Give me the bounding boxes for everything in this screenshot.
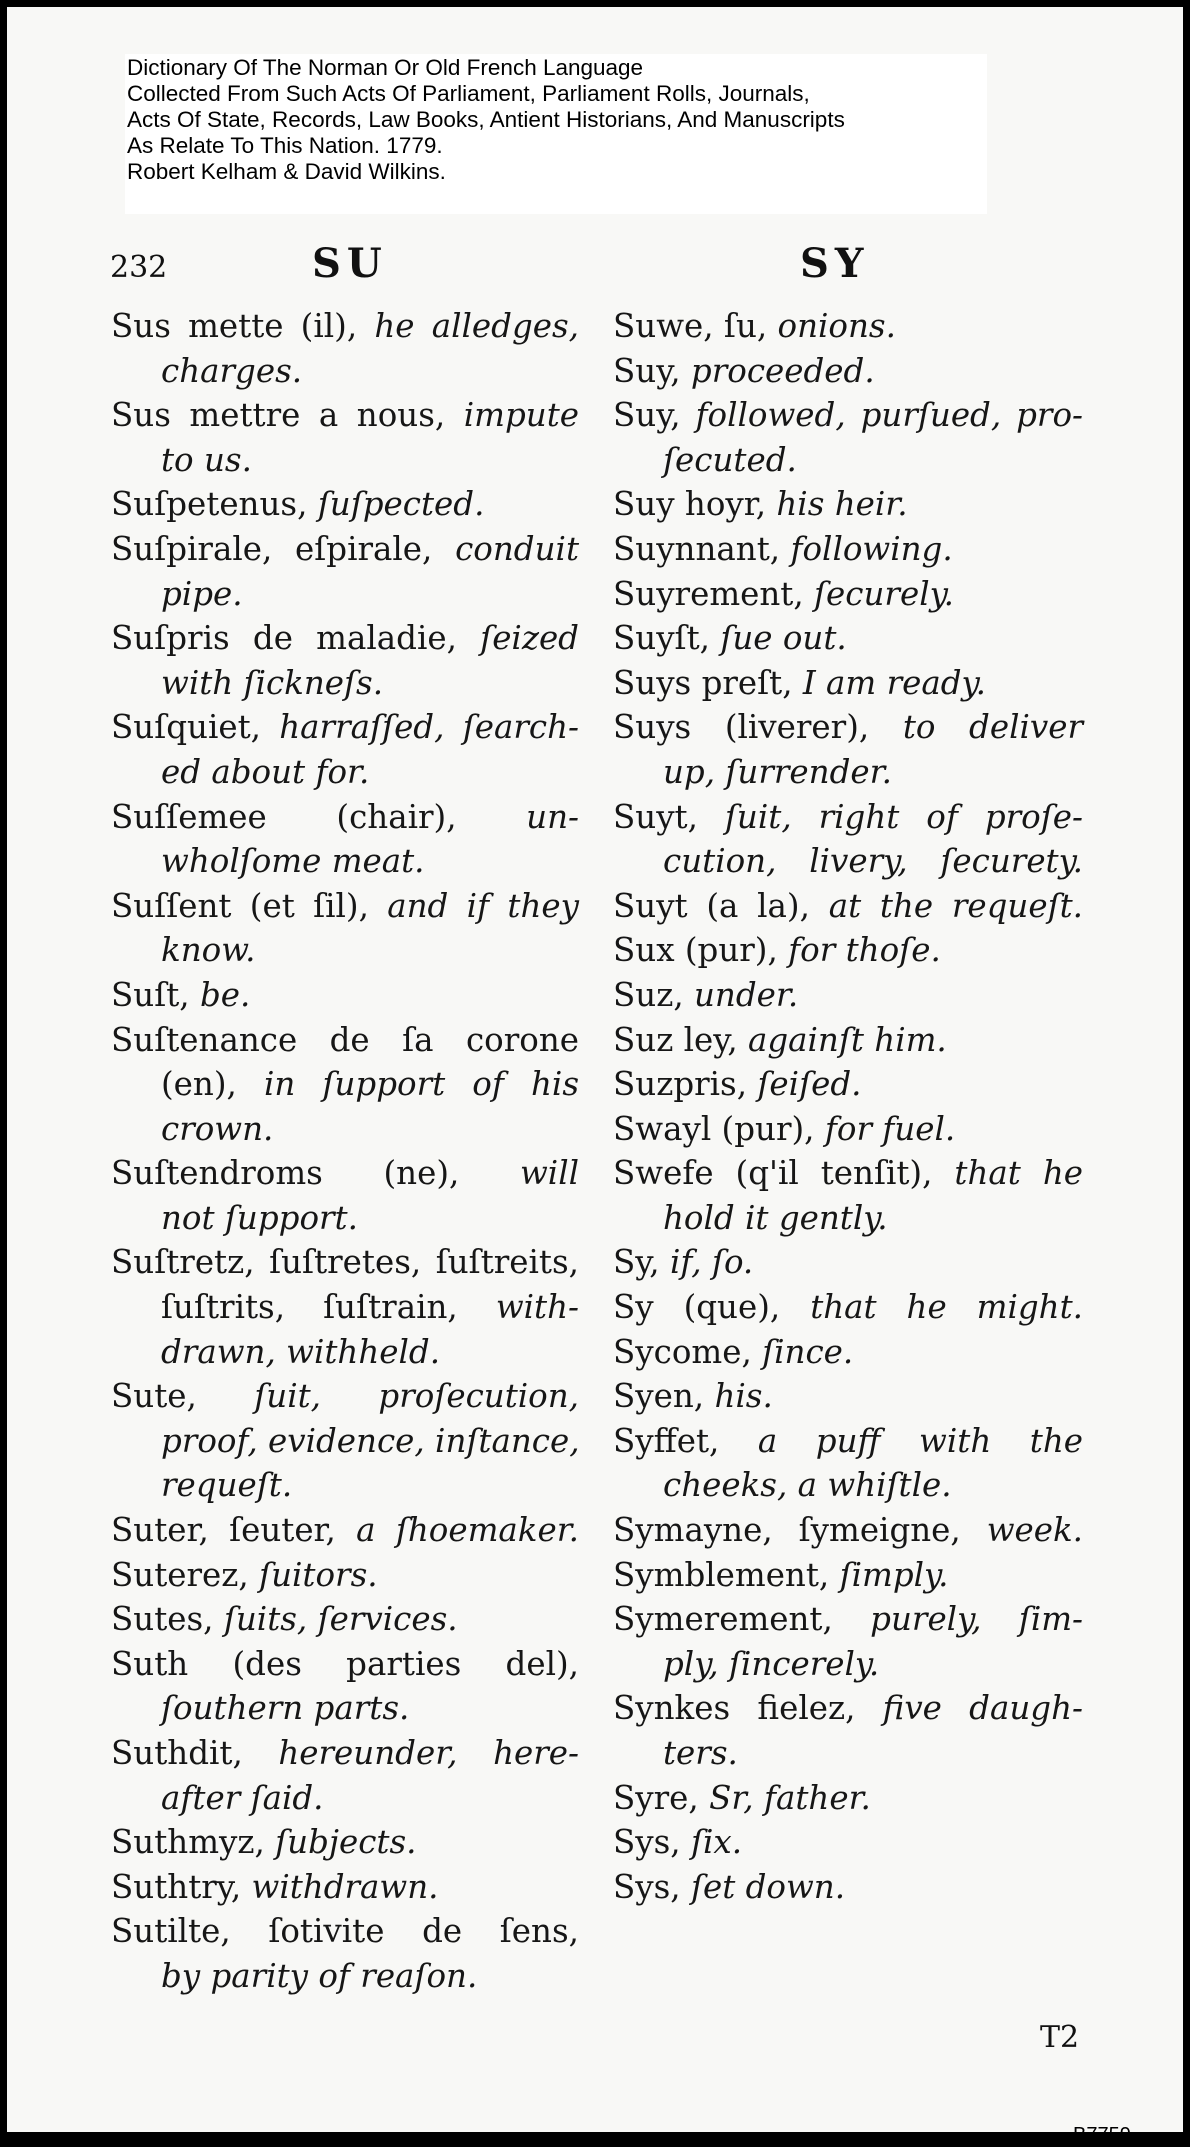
header-title: Dictionary Of The Norman Or Old French Language bbox=[127, 55, 644, 80]
dictionary-line: Suy hoyr, his heir. bbox=[613, 485, 908, 524]
dictionary-line: Suſſent (et ſil), and if they bbox=[111, 886, 579, 925]
dictionary-line: Sute, ſuit, proſecution, bbox=[111, 1377, 579, 1416]
dictionary-line: Suthmyz, ſubjects. bbox=[111, 1823, 417, 1862]
dictionary-line: (en), in ſupport of his bbox=[161, 1065, 580, 1104]
header-subtitle-line-1: Collected From Such Acts Of Parliament, Parliament Rolls, Journals, bbox=[127, 81, 810, 106]
dictionary-line: Suth (des parties del), bbox=[111, 1644, 579, 1683]
dictionary-line: hold it gently. bbox=[663, 1198, 888, 1237]
dictionary-line: proof, evidence, inſtance, bbox=[161, 1421, 580, 1460]
dictionary-line: not ſupport. bbox=[161, 1198, 358, 1237]
dictionary-line: Suſſemee (chair), un- bbox=[111, 797, 579, 836]
dictionary-line: Symblement, ſimply. bbox=[613, 1555, 949, 1594]
dictionary-line: cution, livery, ſecurety. bbox=[663, 842, 1083, 881]
dictionary-line: Suſpirale, eſpirale, conduit bbox=[111, 529, 579, 568]
dictionary-line: Suyt (a la), at the requeſt. bbox=[613, 886, 1083, 925]
dictionary-line: Syre, Sr, father. bbox=[613, 1778, 871, 1817]
dictionary-line: Swefe (q'il tenſit), that he bbox=[613, 1154, 1083, 1193]
dictionary-line: Suſquiet, harraſſed, ſearch- bbox=[111, 708, 579, 747]
dictionary-line: Suyrement, ſecurely. bbox=[613, 574, 954, 613]
dictionary-line: ed about for. bbox=[161, 752, 370, 791]
dictionary-line: Sys, ſet down. bbox=[613, 1867, 846, 1906]
dictionary-line: requeſt. bbox=[161, 1466, 293, 1505]
dictionary-line: after ſaid. bbox=[161, 1778, 324, 1817]
dictionary-line: Suz, under. bbox=[613, 975, 799, 1014]
dictionary-line: Suſpris de maladie, ſeized bbox=[111, 619, 579, 658]
dictionary-line: Suterez, ſuitors. bbox=[111, 1555, 378, 1594]
dictionary-line: by parity of reaſon. bbox=[161, 1956, 478, 1995]
dictionary-line: Suthtry, withdrawn. bbox=[111, 1867, 439, 1906]
dictionary-line: Suys preſt, I am ready. bbox=[613, 663, 986, 702]
dictionary-line: Sus mette (il), he alledges, bbox=[111, 307, 579, 345]
dictionary-line: Sy, if, ſo. bbox=[613, 1243, 754, 1282]
dictionary-line: Swayl (pur), for fuel. bbox=[613, 1109, 956, 1148]
dictionary-line: Suſpetenus, ſuſpected. bbox=[111, 485, 485, 524]
dictionary-line: cheeks, a whiſtle. bbox=[663, 1466, 952, 1505]
right-column bbox=[613, 304, 1083, 1909]
dictionary-line: wholſome meat. bbox=[161, 842, 425, 881]
running-head-left: SU bbox=[312, 240, 388, 287]
dictionary-line: Sys, ſix. bbox=[613, 1823, 743, 1862]
dictionary-line: Suthdit, hereunder, here- bbox=[111, 1734, 579, 1772]
dictionary-line: Syen, his. bbox=[613, 1377, 773, 1416]
dictionary-line: know. bbox=[161, 931, 256, 970]
dictionary-line: Suy, proceeded. bbox=[613, 351, 875, 390]
catalog-number: B7759 bbox=[1073, 2124, 1131, 2146]
dictionary-line: ters. bbox=[663, 1734, 738, 1772]
dictionary-line: Sux (pur), for thoſe. bbox=[613, 931, 941, 970]
dictionary-line: Suſtenance de ſa corone bbox=[111, 1020, 579, 1059]
dictionary-line: crown. bbox=[161, 1109, 274, 1148]
dictionary-line: Suwe, ſu, onions. bbox=[613, 307, 896, 345]
dictionary-line: Suſtretz, ſuſtretes, ſuſtreits, bbox=[111, 1243, 579, 1282]
dictionary-line: Suyt, ſuit, right of proſe- bbox=[613, 797, 1083, 836]
dictionary-line: with ſickneſs. bbox=[161, 663, 384, 702]
dictionary-line: Sycome, ſince. bbox=[613, 1332, 854, 1371]
header-subtitle-line-3: As Relate To This Nation. 1779. bbox=[127, 133, 443, 158]
dictionary-line: ſuſtrits, ſuſtrain, with- bbox=[161, 1288, 579, 1327]
dictionary-line: Sutilte, ſotivite de ſens, bbox=[111, 1912, 579, 1951]
dictionary-line: drawn, withheld. bbox=[161, 1332, 441, 1371]
signature-mark: T2 bbox=[1040, 2020, 1080, 2055]
dictionary-line: up, ſurrender. bbox=[663, 752, 892, 791]
dictionary-line: Suz ley, againſt him. bbox=[613, 1020, 947, 1059]
dictionary-line: Suſt, be. bbox=[111, 975, 251, 1014]
page-number: 232 bbox=[110, 250, 168, 285]
dictionary-line: Suyſt, ſue out. bbox=[613, 619, 847, 658]
header-authors: Robert Kelham & David Wilkins. bbox=[127, 159, 446, 184]
dictionary-line: Suys (liverer), to deliver bbox=[613, 708, 1083, 747]
dictionary-line: ply, ſincerely. bbox=[663, 1644, 880, 1683]
dictionary-line: Syffet, a puff with the bbox=[613, 1421, 1084, 1460]
header-subtitle-line-2: Acts Of State, Records, Law Books, Antient Historians, And Manuscripts bbox=[127, 107, 845, 132]
dictionary-line: pipe. bbox=[161, 574, 243, 613]
dictionary-line: Symerement, purely, ſim- bbox=[613, 1600, 1084, 1639]
dictionary-line: Suſtendroms (ne), will bbox=[111, 1154, 579, 1193]
dictionary-line: ſecuted. bbox=[663, 440, 797, 479]
left-column bbox=[111, 304, 579, 1999]
dictionary-line: ſouthern parts. bbox=[161, 1689, 410, 1728]
dictionary-line: Sy (que), that he might. bbox=[613, 1288, 1084, 1327]
dictionary-line: to us. bbox=[161, 440, 252, 479]
dictionary-line: Synkes fielez, five daugh- bbox=[613, 1689, 1083, 1728]
dictionary-line: Sus mettre a nous, impute bbox=[111, 396, 579, 435]
dictionary-line: Sutes, ſuits, ſervices. bbox=[111, 1600, 458, 1639]
dictionary-line: Suzpris, ſeiſed. bbox=[613, 1065, 862, 1104]
running-head-right: SY bbox=[800, 240, 870, 287]
dictionary-line: Suy, followed, purſued, pro- bbox=[613, 396, 1084, 435]
dictionary-line: Symayne, ſymeigne, week. bbox=[613, 1511, 1083, 1550]
dictionary-line: charges. bbox=[161, 351, 303, 390]
dictionary-line: Suter, ſeuter, a ſhoemaker. bbox=[111, 1511, 579, 1550]
dictionary-line: Suynnant, following. bbox=[613, 529, 953, 568]
